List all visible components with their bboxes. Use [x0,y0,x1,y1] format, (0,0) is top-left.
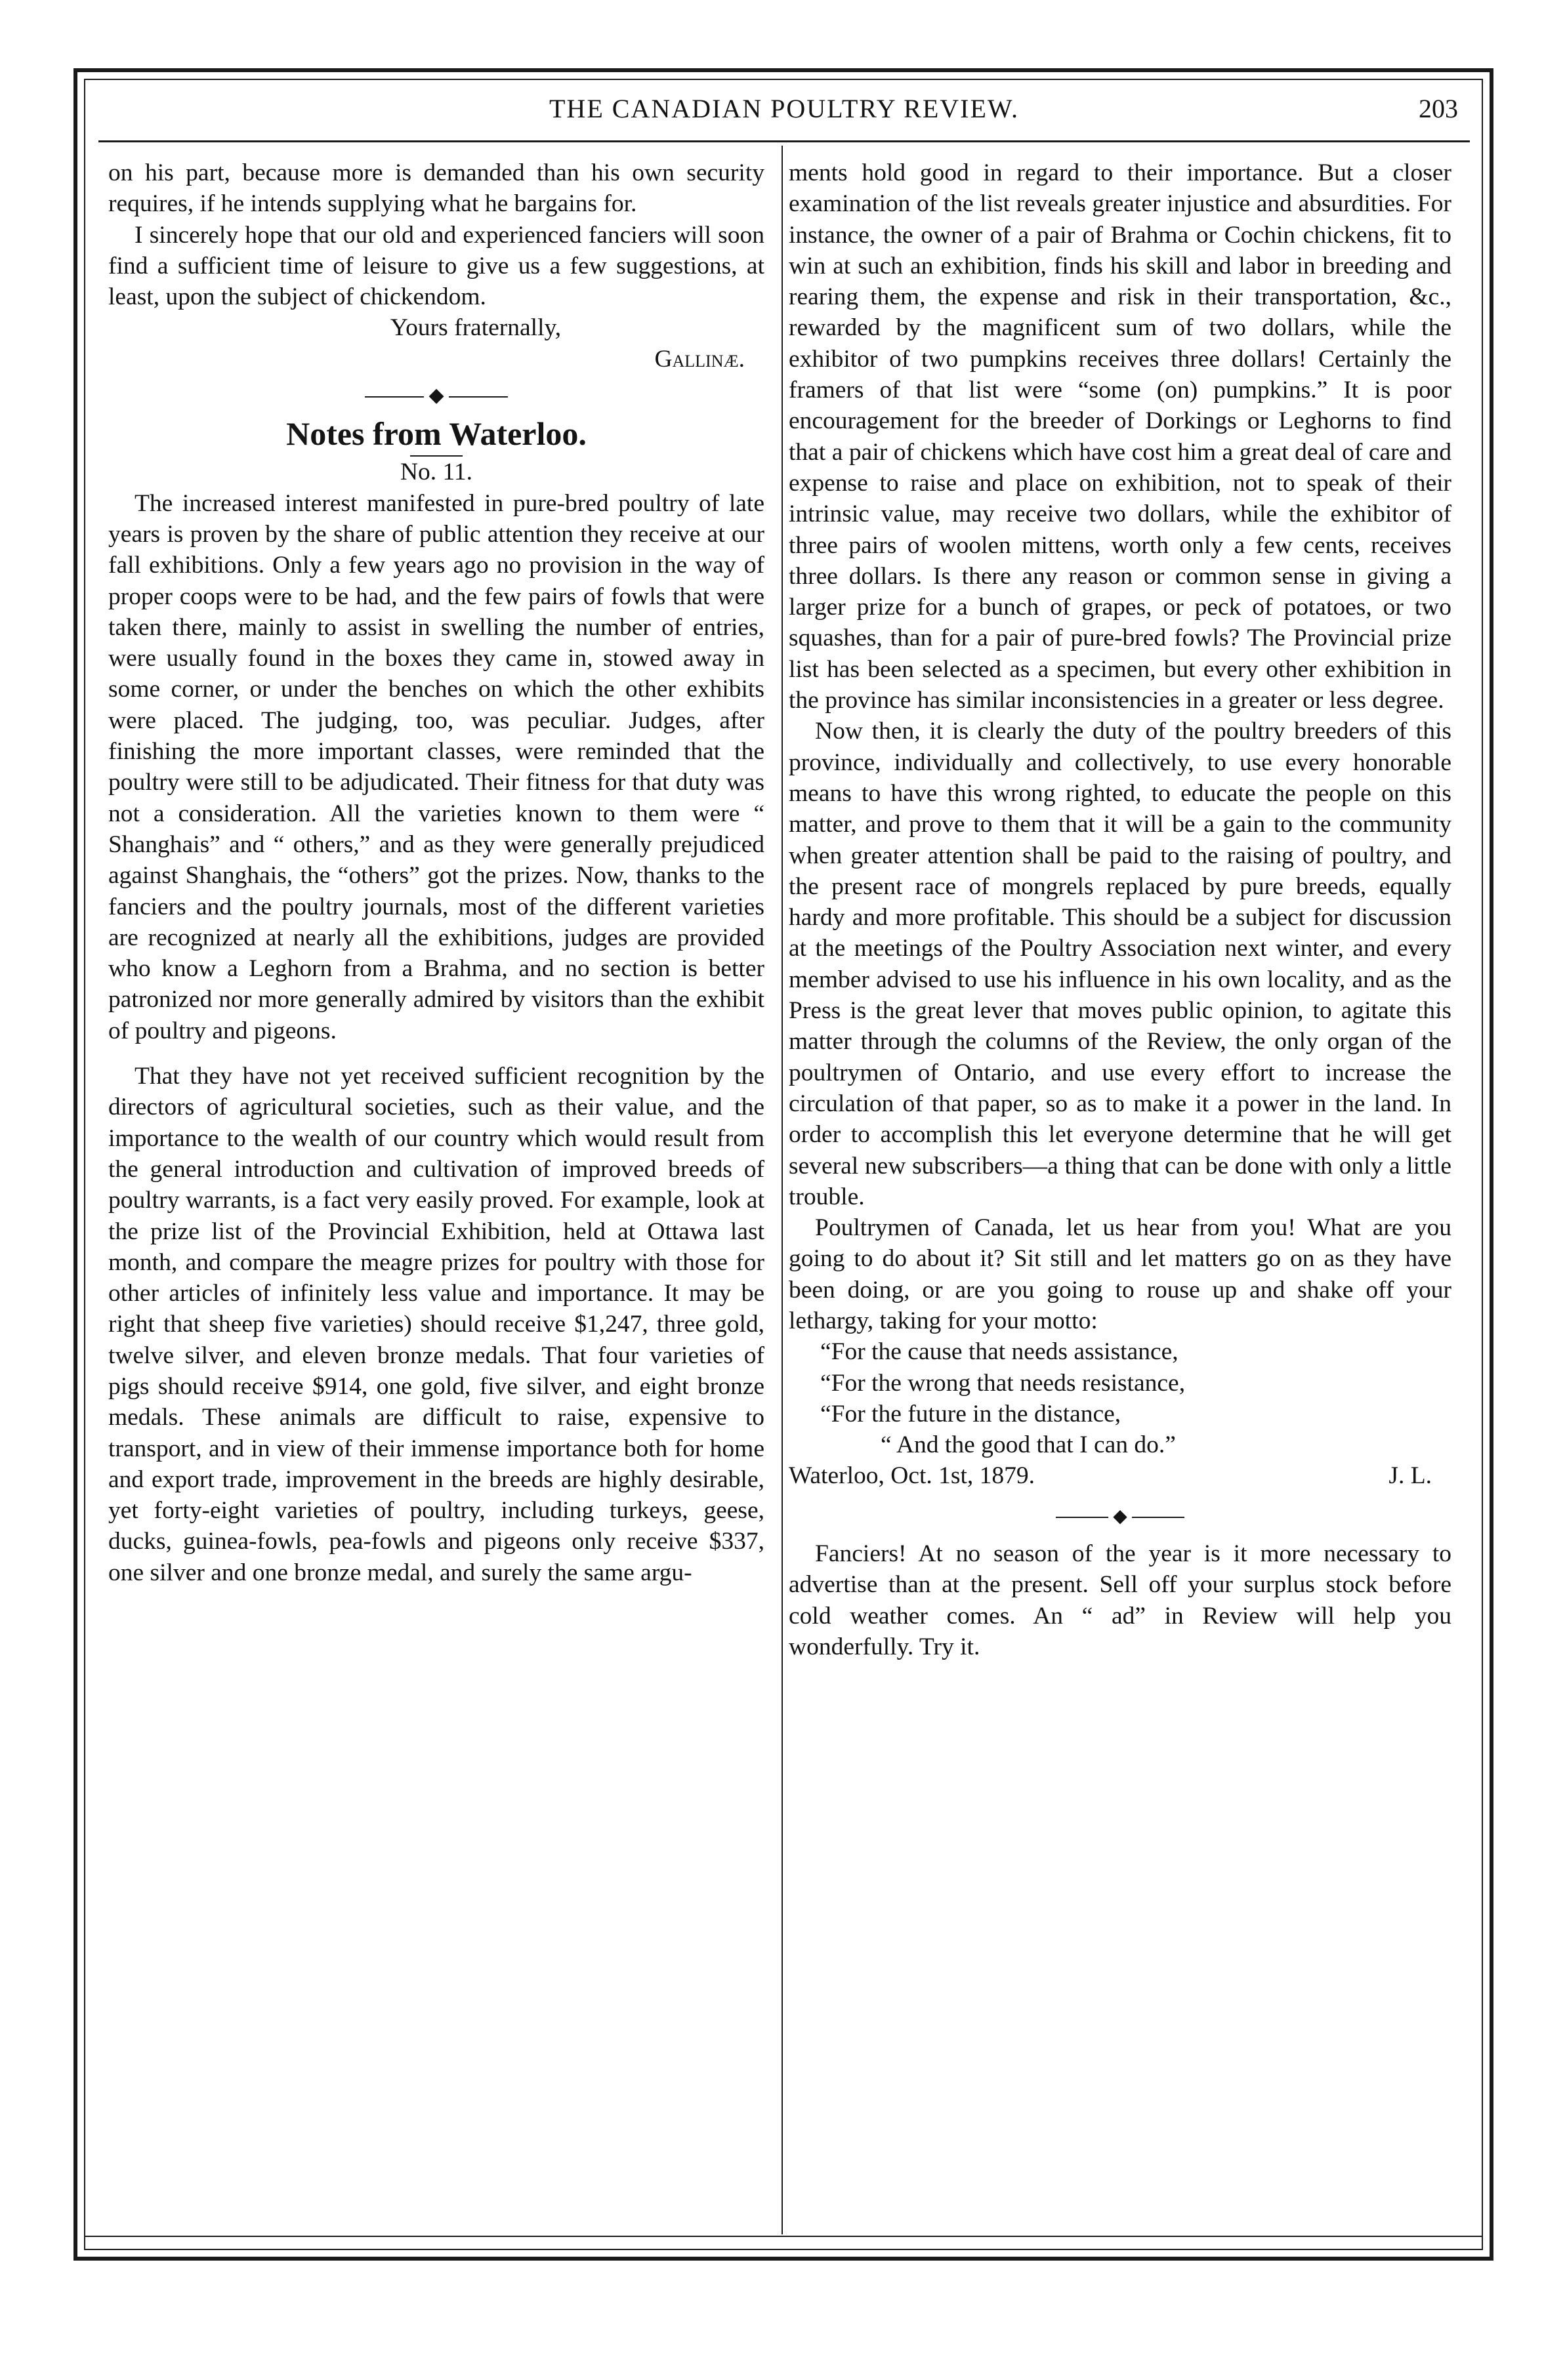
running-title: THE CANADIAN POULTRY REVIEW. [549,94,1019,123]
section-ornament [789,1501,1451,1532]
paragraph: The increased interest manifested in pure-bred poultry of late years is proven by the share of public attention they receive at our fall exhibitions. Only a few years ago no provision in the way of proper coops were to be had, and the few pairs of fowls that were taken there, mainly to assist in swelling the number of entries, were usually found in the boxes they came in, stowed away in some corner, or under the benches on which the other exhibits were placed. The judging, too, was peculiar. Judges, after finishing the more important classes, were reminded that the poultry were still to be adjudicated. Their fitness for that duty was not a consideration. All the varieties known to them were “ Shanghais” and “ others,” and as they were generally prejudiced against Shanghais, the “others” got the prizes. Now, thanks to the fanciers and the poultry journals, most of the different varieties are recognized at nearly all the exhibitions, judges are provided who know a Leghorn from a Brahma, and no section is better patronized nor more generally admired by visitors than the exhibit of poultry and pigeons. [108,489,764,1044]
dateline-text: Waterloo, Oct. 1st, 1879. [789,1462,1035,1490]
dateline [789,1460,1451,1491]
section-ornament [108,380,764,411]
paragraph: Now then, it is clearly the duty of the poultry breeders of this province, individually and collectively, to use every honorable means to have this wrong righted, to educate the people on this matter, and prove to them that it will be a gain to the community when greater attention shall be paid to the raising of poultry, and the present race of mongrels replaced by pure breeds, equally hardy and more profitable. This should be a subject for discussion at the meetings of the Poultry Association next winter, and every member advised to use his influence in his own locality, and as the Press is the great lever that moves public opinion, to agitate this matter through the columns of the Review, the only organ of the poultrymen of Ontario, and use every effort to increase the circulation of that paper, so as to make it a power in the land. In order to accomplish this let everyone determine that he will get several new subscribers—a thing that can be done with only a little trouble. [789,718,1451,1210]
paragraph-gap [108,1046,764,1061]
diamond-icon: ◆ [428,384,444,407]
paragraph: That they have not yet received sufficient recognition by the directors of agricultural societies, such as their value, and the importance to the wealth of our country which would result from the general introduction and cultivation of improved breeds of poultry warrants, is a fact very easily proved. For example, look at the prize list of the Provincial Exhibition, held at Ottawa last month, and compare the meagre prizes for poultry with those for other articles of infinitely less value and importance. It may be right that sheep five varieties) should receive $1,247, three gold, twelve silver, and eleven bronze medals. That four varieties of pigs should receive $914, one gold, five silver, and eight bronze medals. These animals are difficult to raise, expensive to transport, and in view of their immense importance both for home and export trade, improvement in the breeds are highly desirable, yet forty-eight varieties of poultry, including turkeys, geese, ducks, guinea-fowls, pea-fowls and pigeons only receive $337, one silver and one bronze medal, and surely the same argu- [108,1063,764,1586]
paragraph: Fanciers! At no season of the year is it more necessary to advertise than at the present. Sell off your surplus stock before cold weather comes. An “ ad” in Review will help you wonderfully. Try it. [789,1540,1451,1660]
paragraph: Poultrymen of Canada, let us hear from you! What are you going to do about it? Sit still and let matters go on as they have been doing, or are you going to rouse up and shake off your lethargy, taking for your motto: [789,1214,1451,1334]
article-title: Notes from Waterloo. [286,415,587,453]
diamond-icon: ◆ [1113,1506,1127,1527]
ornament-line-left [1056,1517,1108,1518]
paragraph: I sincerely hope that our old and experienced fanciers will soon find a sufficient time of leisure to give us a few suggestions, at least, upon the subject of chickendom. [108,221,764,311]
right-column [789,157,1451,1662]
issue-number: No. 11. [400,459,473,486]
verse-line: “ And the good that I can do.” [881,1431,1176,1459]
ornament-line-right [1132,1517,1184,1518]
paragraph: on his part, because more is demanded than his own security requires, if he intends supplying what he bargains for. [108,159,764,218]
left-column [108,157,764,1588]
letter-signature: Gallinæ. [654,345,745,373]
page-number: 203 [1419,94,1458,123]
author-initials: J. L. [1388,1462,1432,1490]
page-header [98,87,1470,139]
paragraph: ments hold good in regard to their importance. But a closer examination of the list reveals greater injustice and absurdities. For instance, the owner of a pair of Brahma or Cochin chickens, fit to win at such an exhibition, finds his skill and labor in breeding and rearing them, the expense and risk in their transportation, &c., rewarded by the magnificent sum of two dollars, while the exhibitor of two pumpkins receives three dollars! Certainly the framers of that list were “some (on) pumpkins.” It is poor encouragement for the breeder of Dorkings or Leghorns to find that a pair of chickens which have cost him a great deal of care and expense to raise and place on exhibition, not to speak of their intrinsic value, may receive two dollars, while the exhibitor of three pairs of woolen mittens, worth only a few cents, receives three dollars. Is there any reason or common sense in giving a larger prize for a bunch of grapes, or peck of potatoes, or two squashes, than for a pair of pure-bred fowls? The Provincial prize list has been selected as a specimen, but every other exhibition in the province has similar inconsistencies in a greater or less degree. [789,159,1451,714]
header-rule [98,140,1470,142]
column-divider [782,146,783,2234]
footer-rule [84,2236,1483,2237]
verse-line: “For the future in the distance, [820,1400,1121,1427]
ornament-line-right [449,396,508,398]
verse-line: “For the cause that needs assistance, [820,1338,1179,1366]
verse-line: “For the wrong that needs resistance, [820,1369,1186,1397]
letter-signoff: Yours fraternally, [390,314,562,342]
ornament-line-left [365,396,424,398]
